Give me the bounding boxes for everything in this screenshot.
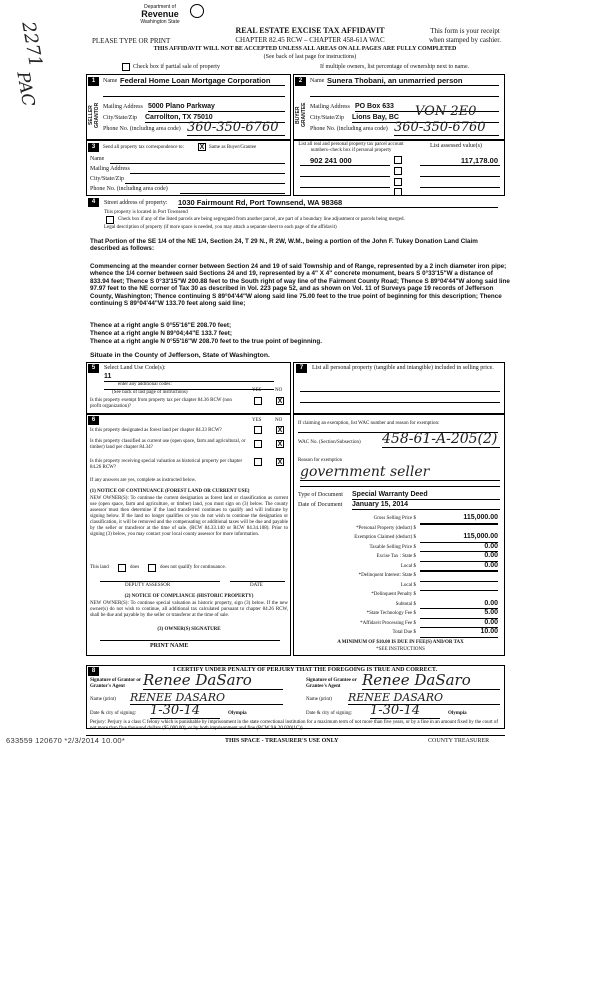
minimum-note: A MINIMUM OF $10.00 IS DUE IN FEE(S) AND/OR TAX <box>337 640 464 645</box>
buyer-address: PO Box 633 <box>355 102 499 112</box>
exemption-reason-label: Reason for exemption <box>298 458 343 463</box>
located-in: This property is located in Port Townsend <box>104 210 188 215</box>
assessed-line-3 <box>420 187 500 188</box>
tax-row <box>298 590 503 600</box>
dept-label: Department of <box>144 4 176 10</box>
seller-side-label: SELLER GRANTOR <box>88 102 100 128</box>
s3-name-label: Name <box>90 156 105 162</box>
tax-row <box>298 514 503 524</box>
grantor-name-label: Name (print) <box>90 697 116 702</box>
section-4-number: 4 <box>88 198 99 207</box>
legal-line-2: Thence at a right angle N 89°04;44"E 133.7 feet; <box>90 330 232 337</box>
assessed-line-2 <box>420 176 500 177</box>
doc-date-label: Date of Document <box>298 502 343 508</box>
tax-row <box>298 562 503 572</box>
tax-row-value <box>420 571 498 572</box>
personal-property-checkbox-4[interactable] <box>394 188 402 196</box>
grantor-date: 1-30-14 <box>150 703 220 719</box>
certify-statement: I CERTIFY UNDER PENALTY OF PERJURY THAT THE FOREGOING IS TRUE AND CORRECT. <box>172 667 437 673</box>
tax-row-value <box>420 581 498 582</box>
exempt-question: Is this property exempt from property tax per chapter 84.36 RCW (non profit organization)? <box>90 398 232 409</box>
s5-see-back: (See back of last page of instructions) <box>112 390 188 395</box>
parcel-line-2 <box>300 176 390 177</box>
historic-question: Is this property receiving special valuation as historical property per chapter 84.26 RCW? <box>90 459 243 470</box>
seller-phone-label: Phone No. (including area code) <box>103 126 181 132</box>
personal-property-line-1 <box>300 391 500 392</box>
s3-phone-label: Phone No. (including area code) <box>90 186 168 192</box>
does-label: does <box>130 565 140 570</box>
buyer-city-label: City/State/Zip <box>310 115 344 121</box>
grantor-date-label: Date & city of signing: <box>90 711 137 716</box>
tax-row <box>298 609 503 619</box>
tax-row <box>298 543 503 553</box>
s3-phone-line <box>180 193 285 194</box>
tax-row <box>298 552 503 562</box>
grantee-signature-label: Signature of Grantee or Grantee's Agent <box>306 678 357 689</box>
exemption-claim-label: If claiming an exemption, list WAC number and reason for exemption: <box>298 421 440 426</box>
tax-row-value: 0.00 <box>420 562 498 572</box>
tax-row-value: 115,000.00 <box>420 514 498 524</box>
owner-signature-label: (3) OWNER(S) SIGNATURE <box>157 627 221 632</box>
parcel-header: List all real and personal property tax parcel account numbers–check box if personal property <box>298 142 404 153</box>
if-yes-note: If any answers are yes, complete as instructed below. <box>90 478 197 483</box>
doc-type-label: Type of Document <box>298 492 343 498</box>
tax-row-value: 0.00 <box>420 543 498 553</box>
seller-city: Carrollton, TX 75010 <box>145 113 285 123</box>
see-instructions: *SEE INSTRUCTIONS <box>376 647 425 652</box>
tax-row <box>298 533 503 543</box>
current-use-yes-checkbox[interactable] <box>254 440 262 448</box>
tax-row-label: Taxable Selling Price $ <box>369 544 416 550</box>
exempt-no-checkbox[interactable]: X <box>277 398 283 405</box>
dept-name: Revenue <box>141 9 179 19</box>
assessed-line-1 <box>420 165 500 166</box>
dept-logo <box>130 4 190 25</box>
section-1-number: 1 <box>88 77 99 86</box>
notice-2-text: NEW OWNER(S): To continue special valuation as historic property, sign (3) below. If the new owner(s) do not wish to continue, all additional tax calculated pursuant to chapter 84.26 RCW, shall be due and payable by the seller or transferor at the time of sale. <box>90 601 288 618</box>
tax-row <box>298 628 503 638</box>
tax-row-label: *Personal Property (deduct) $ <box>356 525 416 531</box>
section-8-number: 8 <box>88 667 99 676</box>
exempt-yes-checkbox[interactable] <box>254 397 262 405</box>
s5-yes-header: YES <box>252 388 262 393</box>
does-not-checkbox[interactable] <box>148 564 156 572</box>
tax-row-value: 5.00 <box>420 609 498 619</box>
cashier-stamp: 633559 120670 *2/3/2014 10.00* <box>6 736 126 745</box>
personal-property-line-2 <box>300 402 500 403</box>
seller-address: 5000 Plano Parkway <box>148 102 285 112</box>
grantee-name: RENEE DASARO <box>348 691 500 705</box>
tax-row-value <box>420 524 498 525</box>
tax-correspondence-label: Send all property tax correspondence to: <box>103 145 184 150</box>
section-6-number: 6 <box>88 416 99 425</box>
tax-row-value <box>420 590 498 591</box>
multiple-owners-note: If multiple owners, list percentage of ownership next to name. <box>320 64 470 70</box>
please-type: PLEASE TYPE OR PRINT <box>92 37 171 45</box>
legal-paragraph-1: That Portion of the SE 1/4 of the NE 1/4, Section 24, T 29 N., R 2W, W.M., being a portion of the John F. Tukey Donation Land Claim described as follows: <box>90 238 478 253</box>
personal-property-checkbox-2[interactable] <box>394 167 402 175</box>
form-warning: THIS AFFIDAVIT WILL NOT BE ACCEPTED UNLESS ALL AREAS ON ALL PAGES ARE FULLY COMPLETED <box>153 46 457 52</box>
parcel-line-1 <box>300 165 390 166</box>
current-use-no-checkbox[interactable]: X <box>277 441 283 448</box>
doc-type: Special Warranty Deed <box>352 490 500 500</box>
tax-row-label: Local $ <box>400 563 416 569</box>
segregated-checkbox[interactable] <box>106 216 114 224</box>
deputy-date-line <box>230 581 285 582</box>
tax-row <box>298 581 503 591</box>
s6-yes-header: YES <box>252 418 262 423</box>
buyer-city: Lions Bay, BC <box>352 113 499 123</box>
deputy-line <box>100 581 220 582</box>
seller-city-label: City/State/Zip <box>103 115 137 121</box>
seller-name-line-2 <box>103 96 285 97</box>
this-land-label: This land <box>90 565 109 570</box>
parcel-line-3 <box>300 187 390 188</box>
s5-no-header: NO <box>275 388 283 393</box>
deputy-label: DEPUTY ASSESSOR <box>125 583 171 588</box>
same-as-buyer-label: Same as Buyer/Grantee <box>209 145 257 150</box>
grantee-name-label: Name (print) <box>306 697 332 702</box>
tax-row <box>298 600 503 610</box>
tax-row-label: Total Due $ <box>392 630 416 635</box>
s6-no-header: NO <box>275 418 283 423</box>
deputy-date-label: DATE <box>250 583 263 588</box>
tax-row-label: Exemption Claimed (deduct) $ <box>354 535 416 540</box>
tax-row-value: 10.00 <box>420 628 498 638</box>
legal-paragraph-2: Commencing at the meander corner between Section 24 and 19 of said Township and of Range, represented by a 2 inch diameter iron pipe; whence the 1/4 corner between said Sections 24 and 19, represented by a 4" X 4" concrete monument, bears S 0°33'15"W a distance of 833.94 feet; Thence S 0°33'15"W 200.88 feet to the South right of way line of the Fairmont County Road; Thence S 89°04'44"W along said line 97.97 feet to the NE corner of Tax 30 as described in Vol. 223 page 52, and as shown on Vol. 11 of Surveys page 19 records of Jefferson County, Washington; Thence continuing S 89°04'44"W along said line 75.00 feet to the true point of beginning for this description; Thence continuing S 89°04'44"W 133.70 feet along said line; <box>90 263 510 308</box>
tax-row-value: 0.00 <box>420 600 498 610</box>
seller-name-label: Name <box>103 78 118 84</box>
grantor-name: RENEE DASARO <box>130 691 283 705</box>
land-use-label: Select Land Use Code(s): <box>104 365 166 371</box>
margin-note-number: 2271 <box>17 20 46 69</box>
tax-row-value: 0.00 <box>420 552 498 562</box>
same-as-buyer-checkbox[interactable]: X <box>199 144 205 151</box>
tax-row-label: *Delinquent Penalty $ <box>371 592 416 597</box>
current-use-question: Is this property classified as current use (open space, farm and agricultural, or timber) land per chapter 84.34? <box>90 439 246 450</box>
receipt-note-1: This form is your receipt <box>430 27 500 35</box>
owner-signature-line <box>100 640 280 641</box>
does-not-label: does not qualify for continuance. <box>160 565 226 570</box>
s3-address-label: Mailing Address <box>90 166 130 172</box>
s3-city-line <box>125 183 285 184</box>
situate-line: Situate in the County of Jefferson, State of Washington. <box>90 352 270 359</box>
tax-row-value: 0.00 <box>420 619 498 629</box>
historic-yes-checkbox[interactable] <box>254 458 262 466</box>
s3-name-line <box>110 163 285 164</box>
section-3-number: 3 <box>88 143 99 152</box>
does-checkbox[interactable] <box>118 564 126 572</box>
partial-sale-label: Check box if partial sale of property <box>133 64 220 70</box>
tax-row-label: Gross Selling Price $ <box>373 516 416 521</box>
tax-row <box>298 524 503 534</box>
dept-emblem <box>190 4 204 18</box>
buyer-phone: 360-350-6760 <box>394 120 499 136</box>
buyer-postal: VON 2E0 <box>415 104 477 119</box>
personal-property-checkbox-3[interactable] <box>394 178 402 186</box>
grantee-city: Olympia <box>448 711 467 716</box>
grantor-signature: Renee DaSaro <box>143 672 283 690</box>
grantor-city: Olympia <box>228 711 247 716</box>
personal-property-label: List all personal property (tangible and intangible) included in selling price. <box>312 365 494 371</box>
exemption-reason-line-2 <box>300 486 500 487</box>
buyer-name-label: Name <box>310 78 325 84</box>
s3-city-label: City/State/Zip <box>90 176 124 182</box>
partial-sale-checkbox[interactable] <box>122 63 130 71</box>
margin-note-initials: PAC <box>12 70 39 109</box>
form-chapter: CHAPTER 82.45 RCW – CHAPTER 458-61A WAC <box>235 36 385 44</box>
tax-row <box>298 619 503 629</box>
footer-rule <box>86 735 505 736</box>
perjury-note: Perjury: Perjury is a class C felony which is punishable by imprisonment in the state correctional institution for a maximum term of not more than five years, or by a fine in an amount fixed by the court of not more than five thousand dollars ($5,000.00), or by both imprisonment and fine (RCW 9A.20.020(1C)). <box>90 720 499 731</box>
grantee-date-label: Date & city of signing: <box>306 711 353 716</box>
grantor-signature-label: Signature of Grantor or Grantor's Agent <box>90 678 141 689</box>
buyer-phone-label: Phone No. (including area code) <box>310 126 388 132</box>
section-2-number: 2 <box>295 77 306 86</box>
forest-yes-checkbox[interactable] <box>254 426 262 434</box>
buyer-name: Sunera Thobani, an unmarried person <box>327 76 499 86</box>
tax-row-label: *Affidavit Processing Fee $ <box>360 620 416 626</box>
print-name-label: PRINT NAME <box>150 643 189 649</box>
form-title: REAL ESTATE EXCISE TAX AFFIDAVIT <box>235 26 385 35</box>
notice-1-text: NEW OWNER(S): To continue the current designation as forest land or classification as current use (open space, farm and agriculture, or timber) land, you must sign on (3) below. The county assessor must then determine if the land transferred continues to qualify and will indicate by signing below. If the land no longer qualifies or you do not wish to continue the designation or classification, it will be removed and the compensating or additional taxes will be due and payable by the seller or transferor at the time of sale. (RCW 84.33.140 or RCW 84.34.108). Prior to signing (3) below, you may contact your local county assessor for more information. <box>90 496 288 537</box>
forest-no-checkbox[interactable]: X <box>277 427 283 434</box>
seller-address-label: Mailing Address <box>103 104 143 110</box>
section-5-number: 5 <box>88 364 99 373</box>
tax-rows <box>298 514 503 638</box>
land-use-code: 11 <box>104 373 274 382</box>
seller-name: Federal Home Loan Mortgage Corporation <box>120 76 285 86</box>
legal-line-3: Thence at a right angle N 0°55'16"W 208.70 feet to the true point of beginning. <box>90 338 322 345</box>
buyer-side-label: BUYER GRANTEE <box>295 102 307 128</box>
notice-1-title: (1) NOTICE OF CONTINUANCE (FOREST LAND OR CURRENT USE) <box>90 489 250 494</box>
tax-row-value: 115,000.00 <box>420 533 498 543</box>
tax-row-label: Subtotal $ <box>395 601 416 607</box>
receipt-note-2: when stamped by cashier. <box>429 36 501 44</box>
forest-question: Is this property designated as forest land per chapter 84.33 RCW? <box>90 428 222 433</box>
see-back-instructions: (See back of last page for instructions) <box>263 54 357 60</box>
tax-row <box>298 571 503 581</box>
county-treasurer-label: COUNTY TREASURER <box>428 738 490 744</box>
wac-label: WAC No. (Section/Subsection) <box>298 440 361 445</box>
section-7-number: 7 <box>296 364 307 373</box>
doc-date: January 15, 2014 <box>352 500 500 510</box>
assessed-value: 117,178.00 <box>460 156 498 165</box>
tax-row-label: *State Technology Fee $ <box>366 611 416 616</box>
legal-line-1: Thence at a right angle S 0°55'16"E 208.70 feet; <box>90 322 232 329</box>
treasurer-use-label: THIS SPACE - TREASURER'S USE ONLY <box>225 738 339 744</box>
grantee-date: 1-30-14 <box>370 703 440 719</box>
legal-description-label: Legal description of property (if more space is needed, you may attach a separate sheet to each page of the affidavit) <box>104 225 337 230</box>
grantee-signature: Renee DaSaro <box>362 672 500 690</box>
buyer-name-line-2 <box>310 96 499 97</box>
buyer-address-label: Mailing Address <box>310 104 350 110</box>
historic-no-checkbox[interactable]: X <box>277 459 283 466</box>
tax-row-label: Excise Tax : State $ <box>376 554 416 559</box>
property-street: 1030 Fairmount Rd, Port Townsend, WA 98368 <box>178 198 498 208</box>
exemption-reason: government seller <box>300 464 500 481</box>
dept-sub: Washington State <box>140 19 180 25</box>
assessed-header: List assessed value(s) <box>430 143 482 149</box>
seller-phone: 360-350-6760 <box>187 120 285 136</box>
notice-2-title: (2) NOTICE OF COMPLIANCE (HISTORIC PROPERTY) <box>124 594 254 599</box>
additional-codes-label: enter any additional codes: <box>118 382 172 387</box>
s3-address-line <box>130 173 285 174</box>
tax-row-label: Local $ <box>400 582 416 588</box>
street-label: Street address of property: <box>104 200 168 206</box>
parcel-number: 902 241 000 <box>310 156 352 165</box>
segregated-label: Check box if any of the listed parcels are being segregated from another parcel, are part of a boundary line adjustment or parcels being merged. <box>118 217 405 222</box>
personal-property-checkbox-1[interactable] <box>394 156 402 164</box>
wac-number: 458-61-A-205(2) <box>382 432 500 448</box>
tax-row-label: *Delinquent Interest: State $ <box>358 573 416 578</box>
